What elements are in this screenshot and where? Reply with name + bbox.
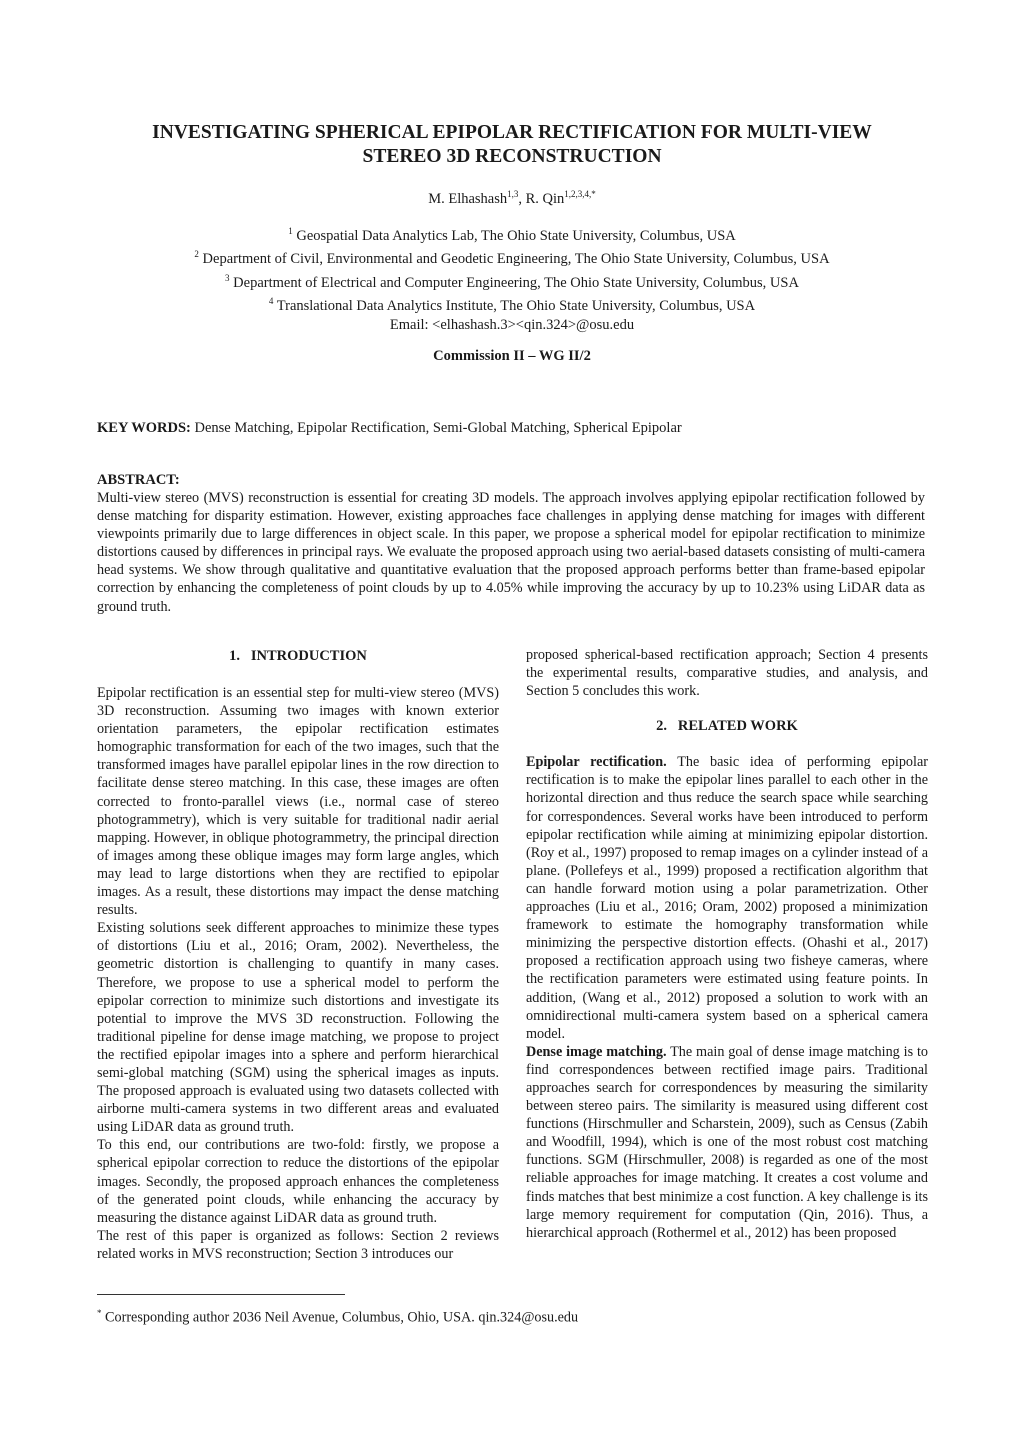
affiliation-sup: 1 xyxy=(288,226,293,236)
abstract-heading: ABSTRACT: xyxy=(97,472,180,488)
intro-paragraph: Existing solutions seek different approaches to minimize these types of distortions (Liu et al., 2016; Oram, 2002). Nevertheless, the geometric distortion is challenging to quantify in many cases. Therefore, we propose to use a spherical model to perform the epipolar correction to minimize such distortions and investigate its potential to improve the MVS 3D reconstruction. Following the traditional pipeline for dense image matching, we propose to project the rectified epipolar images into a sphere and perform hierarchical semi-global matching (SGM) using the spherical images as inputs. The proposed approach is evaluated using two datasets collected with airborne multi-camera systems in two different areas and evaluated using LiDAR data as ground truth. xyxy=(97,920,499,1136)
author-name: M. Elhashash xyxy=(428,190,508,207)
author-separator: , xyxy=(518,190,526,207)
related-dense-paragraph xyxy=(526,1043,928,1242)
section-heading-related-work: 2. RELATED WORK xyxy=(656,718,798,735)
author-name: R. Qin xyxy=(525,190,565,207)
related-epipolar-paragraph xyxy=(526,753,928,1043)
footnote-marker: * xyxy=(97,1308,102,1318)
dense-text: The main goal of dense image matching is to find correspondences between rectified image pairs. Traditional approaches search for correspondences by measuring the similarity between stereo pairs. The similarity is measured using different cost functions (Hirschmuller and Scharstein, 2009), such as Census (Zabih and Woodfill, 1994), which is one of the most robust cost matching functions. SGM (Hirschmuller, 2008) is regarded as one of the most reliable approaches for image matching. It creates a cost volume and finds matches that best minimize a cost function. A key challenge is its large memory requirement for computation (Qin, 2016). Thus, a hierarchical approach (Rothermel et al., 2012) has been proposed xyxy=(526,1043,928,1241)
affiliation-sup: 4 xyxy=(268,296,274,307)
right-column xyxy=(526,646,928,1242)
intro-paragraph: The rest of this paper is organized as follows: Section 2 reviews related works in MVS reconstruction; Section 3 introduces our xyxy=(97,1227,499,1262)
footnote-text: Corresponding author 2036 Neil Avenue, Columbus, Ohio, USA. qin.324@osu.edu xyxy=(101,1309,579,1326)
left-column xyxy=(97,646,499,1263)
affiliation-text: Geospatial Data Analytics Lab, The Ohio State University, Columbus, USA xyxy=(296,227,736,244)
run-in-heading-epipolar: Epipolar rectification. xyxy=(526,754,667,771)
intro-continued-paragraph: proposed spherical-based rectification approach; Section 4 presents the experimental results, comparative studies, and analysis, and Section 5 concludes this work. xyxy=(526,647,928,700)
footnote xyxy=(97,1304,578,1327)
author-affiliation-sup: 1,2,3,4,* xyxy=(564,189,596,199)
author-list xyxy=(97,184,927,209)
keywords-text: Dense Matching, Epipolar Rectification, Semi-Global Matching, Spherical Epipolar xyxy=(194,420,682,436)
title-line-1: INVESTIGATING SPHERICAL EPIPOLAR RECTIFICATION FOR MULTI-VIEW xyxy=(152,122,872,143)
affiliation-line xyxy=(97,292,927,315)
paper-title xyxy=(97,121,927,169)
section-heading-introduction: 1. INTRODUCTION xyxy=(229,648,367,664)
keywords-label: KEY WORDS: xyxy=(97,420,191,436)
keywords-line xyxy=(97,418,927,438)
affiliation-text: Department of Electrical and Computer Engineering, The Ohio State University, Columbus, USA xyxy=(233,274,799,291)
affiliation-line xyxy=(97,245,927,268)
affiliation-sup: 2 xyxy=(194,249,199,260)
run-in-heading-dense: Dense image matching. xyxy=(526,1043,667,1060)
title-line-2: STEREO 3D RECONSTRUCTION xyxy=(362,146,662,167)
affiliation-sup: 3 xyxy=(225,272,230,283)
affiliation-line xyxy=(97,222,927,245)
intro-paragraph: To this end, our contributions are two-fold: firstly, we propose a spherical epipolar correction to reduce the distortions of the epipolar images. Secondly, the proposed approach enhances the completeness of the generated point clouds, while enhancing the accuracy by measuring the distance against LiDAR data as ground truth. xyxy=(97,1137,499,1226)
affiliation-text: Department of Civil, Environmental and Geodetic Engineering, The Ohio State University, Columbus, USA xyxy=(202,251,830,268)
intro-paragraph: Epipolar rectification is an essential step for multi-view stereo (MVS) 3D reconstruction. Assuming two images with known exterior orientation parameters, the epipolar rectification estimates homographic transformation for each of the two images, such that the transformed images have parallel epipolar lines in the row direction to facilitate dense stereo matching. In this case, these images are often corrected to fronto-parallel views (i.e., normal case of stereo photogrammetry), which is very suitable for traditional nadir aerial mapping. However, in oblique photogrammetry, the principal direction of images among these oblique images may form large angles, which may lead to large distortions when they are rectified to epipolar images. As a result, these distortions may impact the dense matching results. xyxy=(97,685,499,919)
abstract-body: Multi-view stereo (MVS) reconstruction is essential for creating 3D models. The approach involves applying epipolar rectification followed by dense matching for disparity estimation. However, existing approaches face challenges in applying dense matching for images with different viewpoints primarily due to large differences in object scale. In this paper, we propose a spherical model for epipolar rectification to minimize distortions caused by differences in principal rays. We evaluate the proposed approach using two aerial-based datasets consisting of multi-camera head systems. We show through qualitative and quantitative evaluation that the proposed approach performs better than frame-based epipolar correction by enhancing the completeness of point clouds by up to 4.05% while improving the accuracy by up to 10.23% using LiDAR data as ground truth. xyxy=(97,490,925,615)
commission-label: Commission II – WG II/2 xyxy=(433,348,591,364)
footnote-divider xyxy=(97,1294,345,1295)
affiliations xyxy=(97,222,927,334)
affiliation-line xyxy=(97,269,927,292)
email-line: Email: <elhashash.3><qin.324>@osu.edu xyxy=(389,316,635,333)
affiliation-text: Translational Data Analytics Institute, The Ohio State University, Columbus, USA xyxy=(276,298,756,315)
epipolar-text: The basic idea of performing epipolar rectification is to make the epipolar lines parallel to each other in the horizontal direction and thus reduce the search space while searching for correspondences. Several works have been introduced to perform epipolar rectification while aiming at minimizing epipolar distortion. (Roy et al., 1997) proposed to remap images on a cylinder instead of a plane. (Pollefeys et al., 1999) proposed a rectification algorithm that can handle forward motion using a polar parametrization. Other approaches (Liu et al., 2016; Oram, 2002) proposed a minimization framework to estimate the homography transformation while minimizing the perspective distortion effects. (Ohashi et al., 2017) proposed a rectification approach using two fisheye cameras, where the rectification parameters were estimated using feature points. In addition, (Wang et al., 2012) proposed a solution to work with an omnidirectional multi-camera system based on a spherical camera model. xyxy=(526,754,928,1042)
author-affiliation-sup: 1,3 xyxy=(507,189,519,199)
